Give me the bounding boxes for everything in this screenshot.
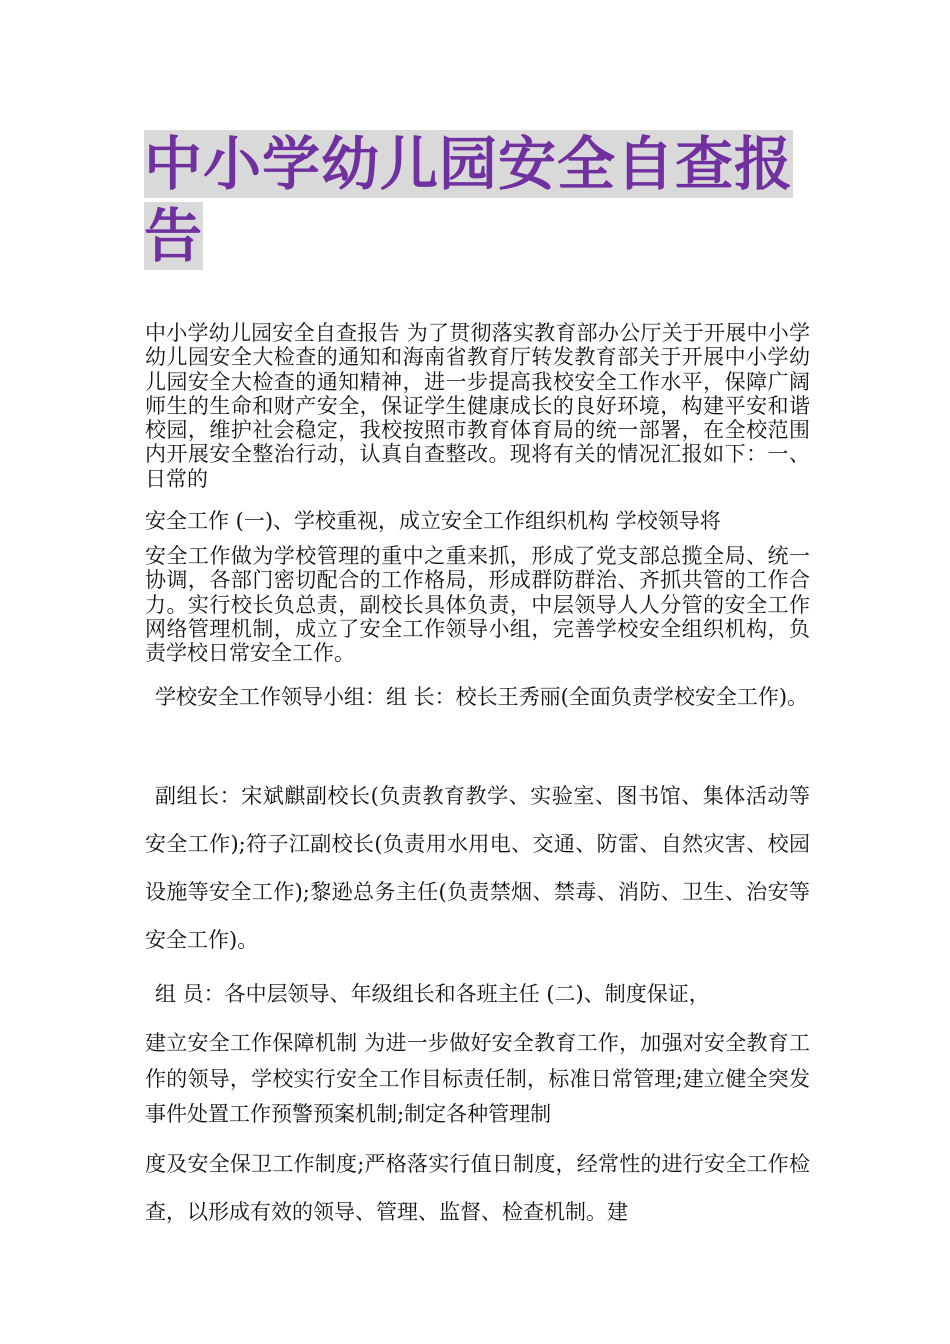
paragraph-leader-group: 学校安全工作领导小组：组 长：校长王秀丽(全面负责学校安全工作)。	[155, 685, 809, 709]
paragraph-intro: 中小学幼儿园安全自查报告 为了贯彻落实教育部办公厅关于开展中小学幼儿园安全大检查的通知和海南省教育厅转发教育部关于开展中小学幼儿园安全大检查的通知精神，进一步提高我校安全工作水平，保障广阔师生的生命和财产安全，保证学生健康成长的良好环境，构建平安和谐校园，维护社会稳定，我校按照市教育体育局的统一部署，在全校范围内开展安全整治行动，认真自查整改。现将有关的情况汇报如下：一、日常的	[145, 321, 810, 491]
paragraph-duty-system: 度及安全保卫工作制度;严格落实行值日制度，经常性的进行安全工作检查，以形成有效的领导、管理、监督、检查机制。建	[145, 1152, 810, 1224]
paragraph-mechanism: 建立安全工作保障机制 为进一步做好安全教育工作，加强对安全教育工作的领导，学校实行安全工作目标责任制，标准日常管理;建立健全突发事件处置工作预警预案机制;制定各种管理制	[145, 1031, 810, 1126]
title-line-1: 中小学幼儿园安全自查报	[144, 130, 794, 198]
paragraph-deputy-leaders: 副组长：宋斌麒副校长(负责教育教学、实验室、图书馆、集体活动等安全工作);符子江副校长(负责用水用电、交通、防雷、自然灾害、校园设施等安全工作);黎逊总务主任(负责禁烟、禁毒、消防、卫生、治安等安全工作)。	[145, 784, 810, 952]
document-title	[144, 130, 814, 270]
paragraph-leadership: 安全工作做为学校管理的重中之重来抓，形成了党支部总揽全局、统一协调，各部门密切配合的工作格局，形成群防群治、齐抓共管的工作合力。实行校长负总责，副校长具体负责，中层领导人人分管的安全工作网络管理机制，成立了安全工作领导小组，完善学校安全组织机构，负责学校日常安全工作。	[145, 544, 810, 666]
title-line-2: 告	[144, 202, 204, 270]
paragraph-section-one-heading: 安全工作 (一)、学校重视，成立安全工作组织机构 学校领导将	[145, 509, 721, 533]
paragraph-members: 组 员：各中层领导、年级组长和各班主任 (二)、制度保证，	[155, 982, 710, 1006]
